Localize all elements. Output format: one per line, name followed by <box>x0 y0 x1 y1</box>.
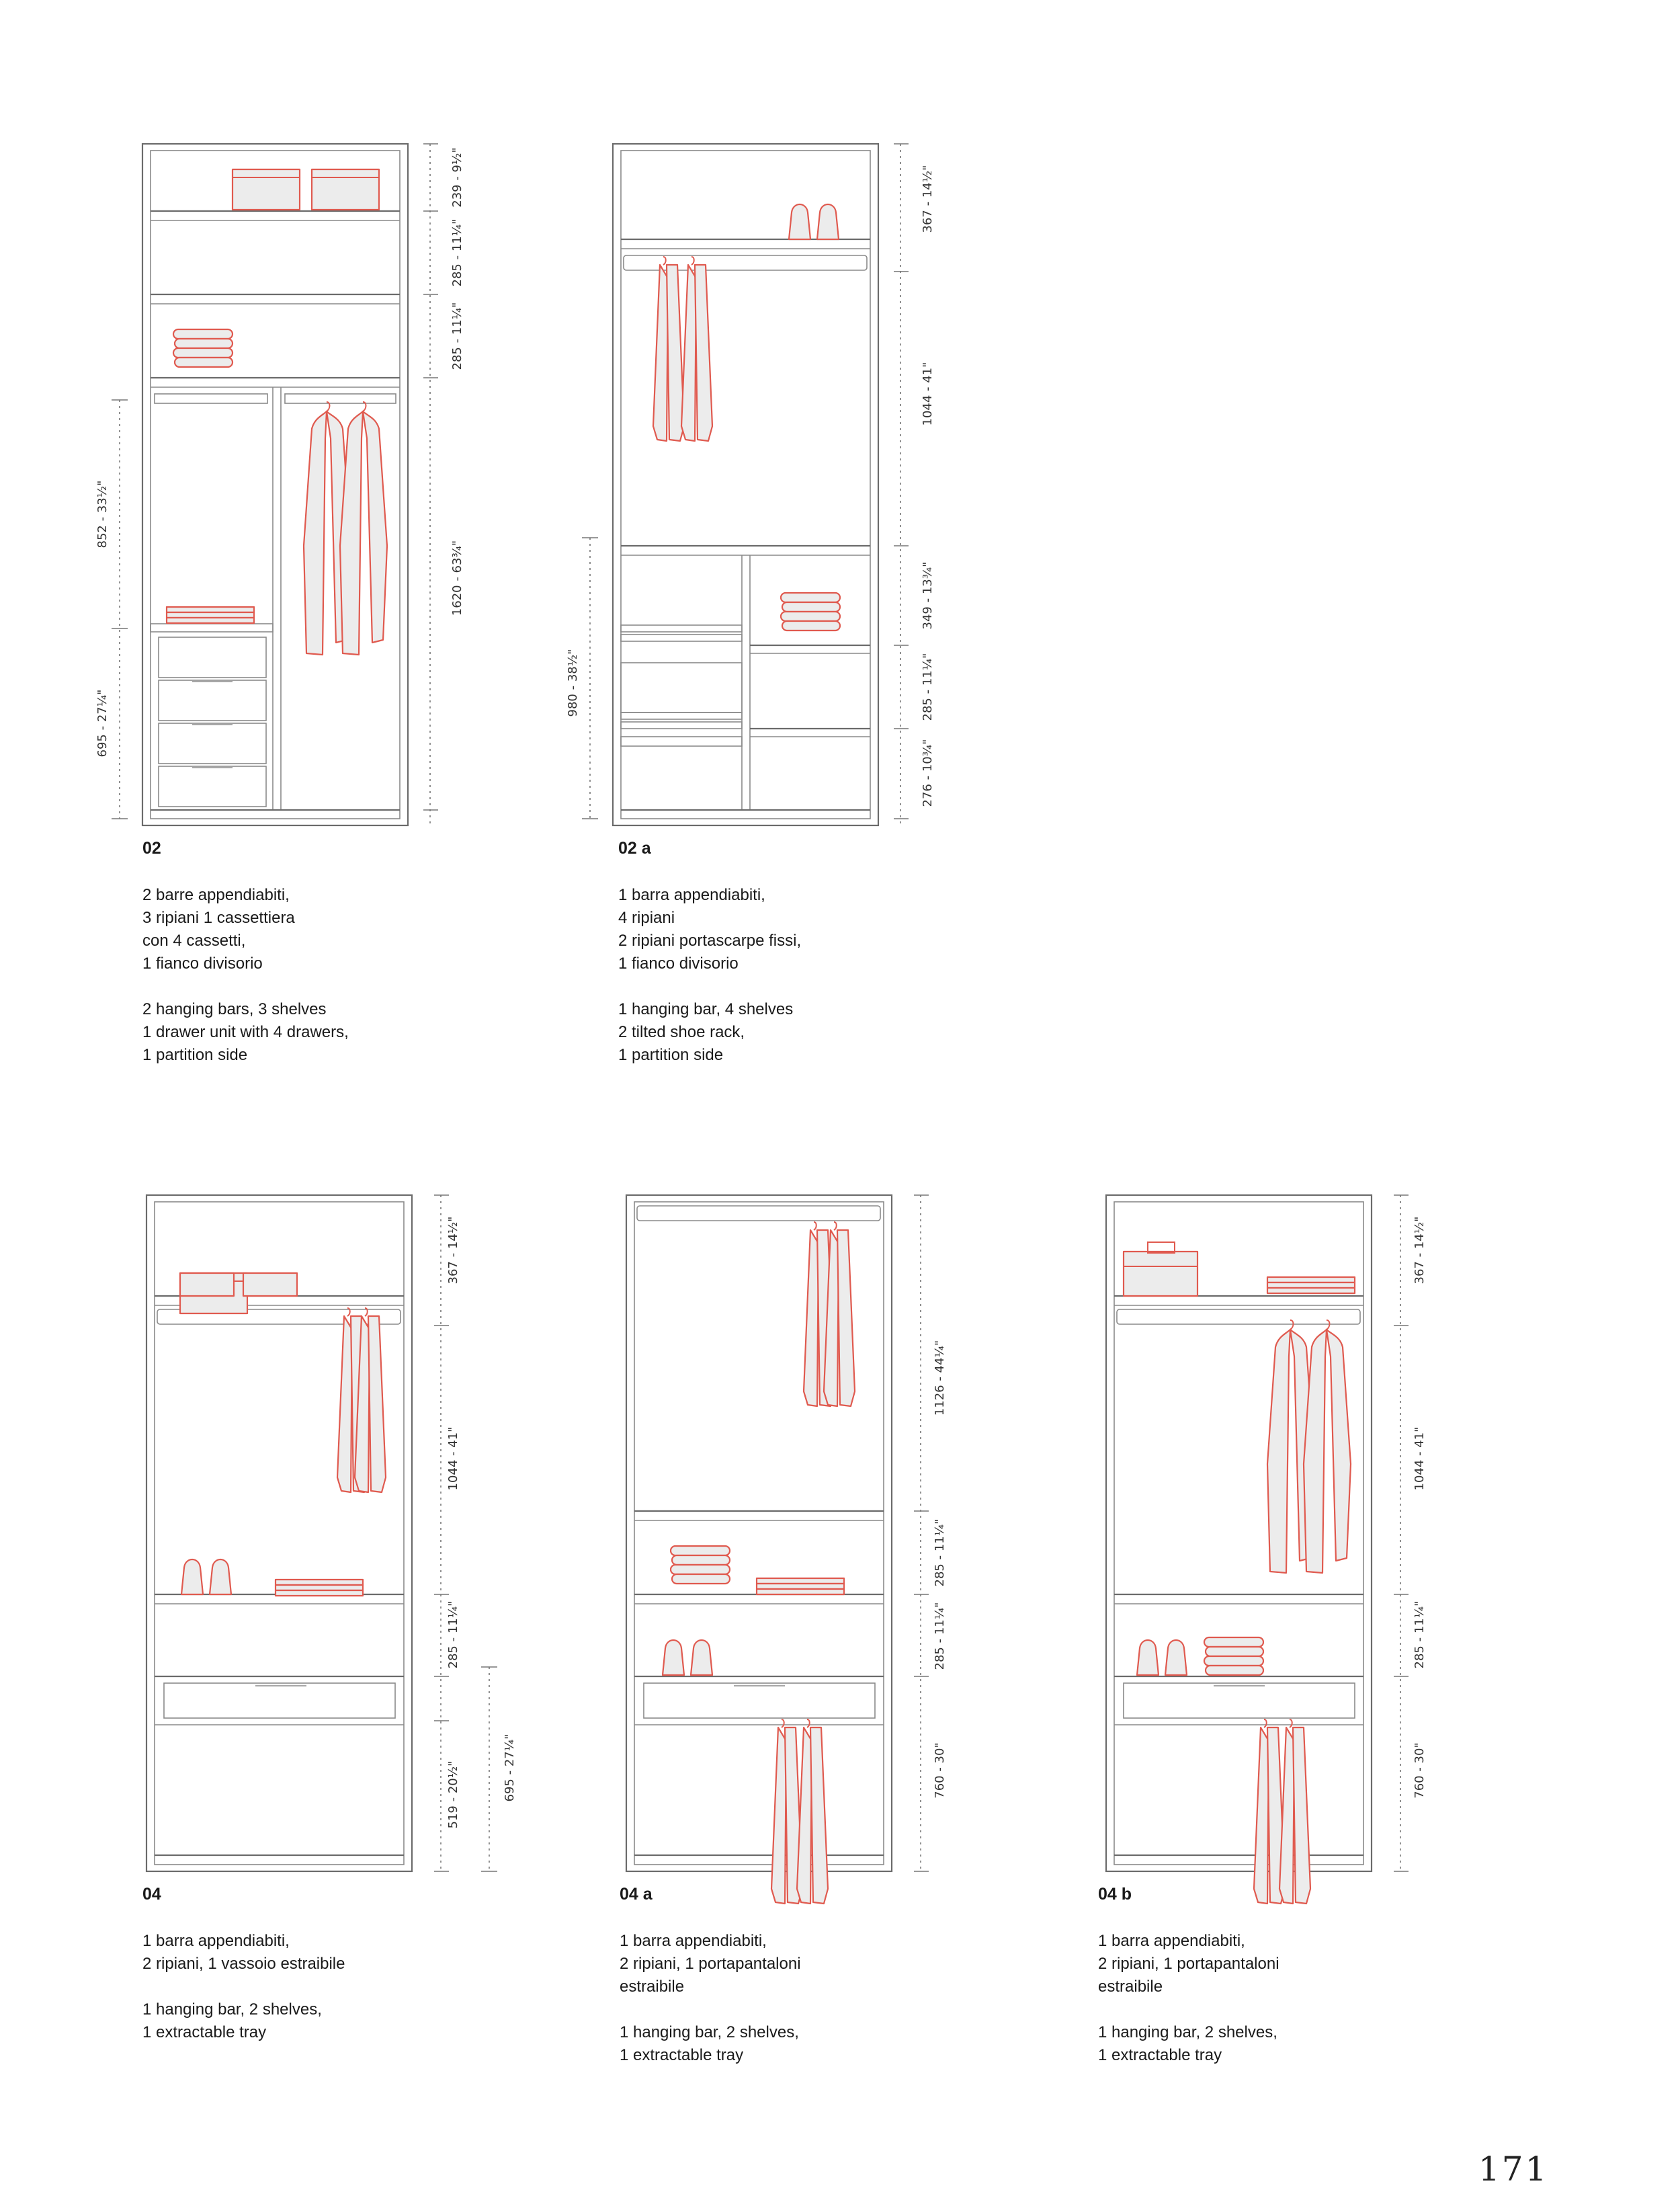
cabinet-04b <box>1106 1195 1427 1904</box>
it-line: 1 barra appendiabiti, <box>1098 1932 1245 1950</box>
cabinet-02a <box>566 144 935 825</box>
it-line: 2 ripiani, 1 portapantaloni <box>620 1955 801 1973</box>
unit-code: 04 <box>142 1885 161 1904</box>
en-line: 1 hanging bar, 2 shelves, <box>142 2000 322 2019</box>
dim-04-r1: 1044 - 41" <box>446 1426 460 1491</box>
en-line: 1 partition side <box>142 1046 248 1064</box>
caption-04a <box>620 1885 969 2067</box>
unit-code: 04 b <box>1098 1885 1132 1904</box>
it-line: 2 ripiani portascarpe fissi, <box>618 932 802 950</box>
it-line: 2 ripiani, 1 portapantaloni <box>1098 1955 1279 1973</box>
cabinet-04a <box>626 1195 947 1904</box>
cabinet-04 <box>146 1195 517 1871</box>
dim-02-l0: 852 - 33½" <box>95 480 110 548</box>
dim-04a-r2: 285 - 11¼" <box>933 1602 947 1670</box>
it-line: 1 fianco divisorio <box>142 954 263 973</box>
dim-04-r0: 367 - 14½" <box>446 1216 460 1285</box>
dim-04a-r3: 760 - 30" <box>933 1742 947 1799</box>
dim-04-r4: 695 - 27¼" <box>503 1734 517 1802</box>
unit-code: 02 <box>142 839 161 858</box>
it-line: estraibile <box>1098 1978 1163 1996</box>
dim-04a-r1: 285 - 11¼" <box>933 1518 947 1587</box>
en-line: 1 extractable tray <box>142 2023 267 2041</box>
it-line: 1 barra appendiabiti, <box>618 886 765 904</box>
caption-04b <box>1098 1885 1447 2067</box>
dim-04a-r0: 1126 - 44¼" <box>933 1340 947 1416</box>
caption-04 <box>142 1885 492 2044</box>
caption-02 <box>142 839 492 1067</box>
dim-02a-l0: 980 - 38½" <box>566 649 580 717</box>
it-line: con 4 cassetti, <box>142 932 246 950</box>
en-line: 1 extractable tray <box>1098 2046 1222 2064</box>
en-line: 1 hanging bar, 2 shelves, <box>1098 2023 1277 2041</box>
dim-02a-r4: 276 - 10¾" <box>921 739 935 807</box>
it-line: 3 ripiani 1 cassettiera <box>142 909 295 927</box>
dim-02a-r2: 349 - 13¾" <box>921 561 935 630</box>
dim-02-r0: 239 - 9½" <box>450 147 464 208</box>
dim-02-r3: 1620 - 63¾" <box>450 540 464 616</box>
it-line: 2 barre appendiabiti, <box>142 886 290 904</box>
en-line: 2 tilted shoe rack, <box>618 1023 745 1041</box>
dim-02-r1: 285 - 11¼" <box>450 218 464 287</box>
it-line: 1 barra appendiabiti, <box>142 1932 290 1950</box>
dim-04b-r0: 367 - 14½" <box>1413 1216 1427 1285</box>
en-line: 1 drawer unit with 4 drawers, <box>142 1023 349 1041</box>
dim-04b-r1: 1044 - 41" <box>1413 1426 1427 1491</box>
caption-02a <box>618 839 968 1067</box>
page-number: 171 <box>1478 2150 1549 2189</box>
en-line: 2 hanging bars, 3 shelves <box>142 1000 327 1018</box>
dim-04-r3: 519 - 20½" <box>446 1760 460 1829</box>
dim-02-r2: 285 - 11¼" <box>450 302 464 370</box>
it-line: estraibile <box>620 1978 685 1996</box>
it-line: 1 barra appendiabiti, <box>620 1932 767 1950</box>
dim-02a-r3: 285 - 11¼" <box>921 653 935 721</box>
unit-code: 02 a <box>618 839 651 858</box>
it-line: 4 ripiani <box>618 909 675 927</box>
dim-02a-r0: 367 - 14½" <box>921 165 935 233</box>
dim-02-l1: 695 - 27¼" <box>95 689 110 758</box>
en-line: 1 partition side <box>618 1046 724 1064</box>
en-line: 1 hanging bar, 2 shelves, <box>620 2023 799 2041</box>
dim-04b-r3: 760 - 30" <box>1413 1742 1427 1799</box>
cabinet-02 <box>95 144 464 825</box>
dim-02a-r1: 1044 - 41" <box>921 362 935 426</box>
en-line: 1 hanging bar, 4 shelves <box>618 1000 794 1018</box>
it-line: 1 fianco divisorio <box>618 954 739 973</box>
it-line: 2 ripiani, 1 vassoio estraibile <box>142 1955 345 1973</box>
en-line: 1 extractable tray <box>620 2046 744 2064</box>
dim-04b-r2: 285 - 11¼" <box>1413 1600 1427 1669</box>
dim-04-r2: 285 - 11¼" <box>446 1600 460 1669</box>
unit-code: 04 a <box>620 1885 653 1904</box>
